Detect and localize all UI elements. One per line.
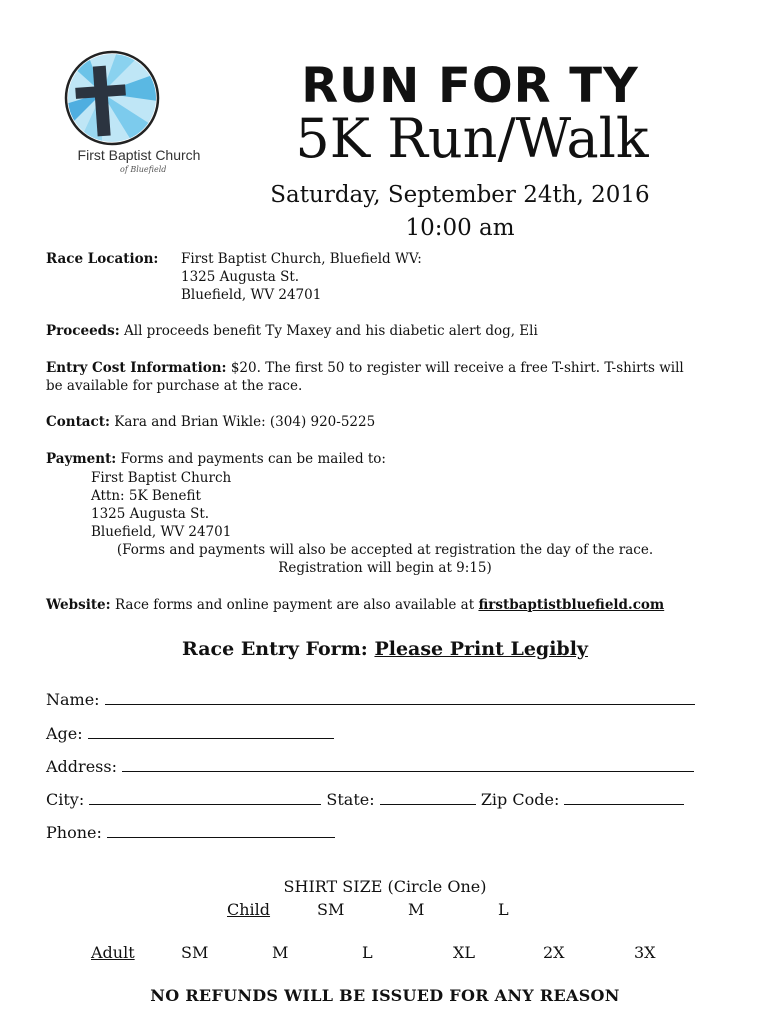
website	[46, 596, 664, 614]
name-line[interactable]	[105, 690, 695, 705]
payment-addr-1: First Baptist Church	[91, 470, 232, 486]
event-subtitle: 5K Run/Walk	[295, 107, 649, 170]
payment-label: Payment:	[46, 451, 117, 467]
adult-size-2x[interactable]: 2X	[543, 943, 565, 962]
payment-addr-4: Bluefield, WV 24701	[91, 524, 232, 540]
contact-label: Contact:	[46, 414, 110, 430]
phone-line[interactable]	[107, 823, 335, 838]
website-link[interactable]: firstbaptistbluefield.com	[478, 597, 665, 613]
age-label: Age:	[46, 724, 83, 743]
entry-cost-label: Entry Cost Information:	[46, 360, 227, 376]
no-refunds-notice: NO REFUNDS WILL BE ISSUED FOR ANY REASON	[150, 986, 620, 1005]
payment-addr-3: 1325 Augusta St.	[91, 506, 210, 522]
phone-label: Phone:	[46, 823, 102, 842]
event-date: Saturday, September 24th, 2016	[270, 182, 650, 208]
address-label: Address:	[46, 757, 117, 776]
name-label: Name:	[46, 690, 100, 709]
adult-label: Adult	[91, 943, 135, 962]
location-label: Race Location:	[46, 251, 159, 267]
payment-addr-2: Attn: 5K Benefit	[91, 488, 201, 504]
city-line[interactable]	[89, 790, 321, 805]
church-name: First Baptist Church	[77, 147, 201, 163]
payment	[46, 450, 386, 468]
form-heading-text: Race Entry Form:	[182, 638, 375, 660]
church-subname: of Bluefield	[120, 165, 167, 174]
zip-line[interactable]	[564, 790, 684, 805]
proceeds	[46, 322, 538, 340]
child-size-sm[interactable]: SM	[317, 900, 345, 919]
website-label: Website:	[46, 597, 111, 613]
proceeds-label: Proceeds:	[46, 323, 120, 339]
state-line[interactable]	[380, 790, 476, 805]
child-size-m[interactable]: M	[408, 900, 425, 919]
adult-size-m[interactable]: M	[272, 943, 289, 962]
event-title: RUN FOR TY	[301, 58, 639, 114]
age-line[interactable]	[88, 724, 334, 739]
zip-label: Zip Code:	[480, 790, 560, 809]
entry-cost-text-2: be available for purchase at the race.	[46, 378, 303, 394]
entry-cost	[46, 359, 684, 377]
location-line1: First Baptist Church, Bluefield WV:	[181, 251, 422, 267]
location-line2: 1325 Augusta St.	[181, 269, 300, 285]
website-text: Race forms and online payment are also available at	[114, 597, 475, 613]
payment-note-1: (Forms and payments will also be accepted at registration the day of the race.	[116, 542, 654, 558]
shirt-size-title: SHIRT SIZE (Circle One)	[283, 877, 487, 896]
phone-field[interactable]	[46, 823, 335, 843]
location-line3: Bluefield, WV 24701	[181, 287, 322, 303]
state-label: State:	[326, 790, 375, 809]
address-line[interactable]	[122, 757, 694, 772]
age-field[interactable]	[46, 724, 334, 744]
form-heading-underlined: Please Print Legibly	[374, 638, 588, 660]
name-field[interactable]	[46, 690, 695, 710]
proceeds-text: All proceeds benefit Ty Maxey and his diabetic alert dog, Eli	[124, 323, 538, 339]
payment-text: Forms and payments can be mailed to:	[120, 451, 386, 467]
adult-size-3x[interactable]: 3X	[634, 943, 656, 962]
form-heading	[0, 638, 770, 660]
city-label: City:	[46, 790, 85, 809]
adult-size-l[interactable]: L	[362, 943, 373, 962]
cross-icon	[62, 48, 162, 148]
payment-note-2: Registration will begin at 9:15)	[278, 560, 492, 576]
address-field[interactable]	[46, 757, 694, 777]
adult-size-xl[interactable]: XL	[453, 943, 476, 962]
event-time: 10:00 am	[405, 215, 515, 241]
adult-size-sm[interactable]: SM	[181, 943, 209, 962]
city-state-zip-row[interactable]	[46, 790, 684, 810]
entry-cost-text: $20. The first 50 to register will receive a free T-shirt. T-shirts will	[230, 360, 684, 376]
contact-text: Kara and Brian Wikle: (304) 920-5225	[114, 414, 376, 430]
child-size-l[interactable]: L	[498, 900, 509, 919]
contact	[46, 413, 375, 431]
child-label: Child	[227, 900, 271, 919]
